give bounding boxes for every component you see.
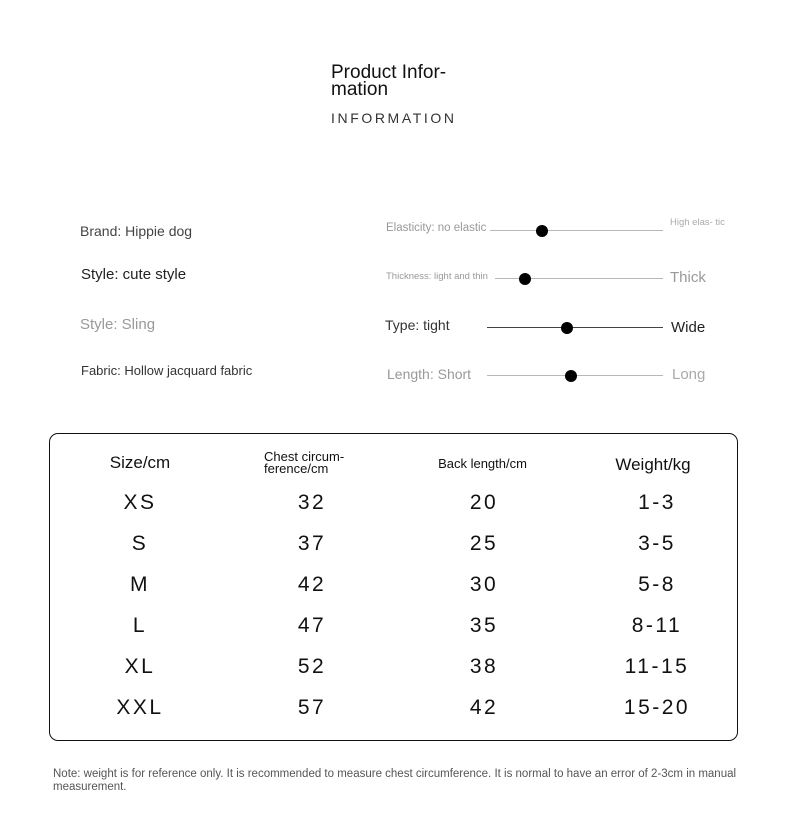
brand-attribute: Brand: Hippie dog [80, 223, 193, 239]
back-length-column-header: Back length/cm [438, 456, 527, 471]
type-marker [561, 322, 573, 334]
chest-cell: 52 [297, 655, 327, 678]
length-label: Length: Short [387, 366, 472, 382]
thickness-max-label: Thick [670, 269, 706, 286]
weight-cell: 15-20 [623, 696, 691, 719]
type-max-label: Wide [671, 319, 706, 336]
style-attribute: Style: cute style [81, 266, 187, 283]
back-length-cell: 20 [469, 491, 499, 514]
table-row [60, 696, 720, 728]
elasticity-marker [536, 225, 548, 237]
chest-column-header: Chest circum- ference/cm [264, 449, 345, 476]
table-row [60, 655, 720, 687]
measurement-note: Note: weight is for reference only. It is recommended to measure chest circumference. It is normal to have an error of 2-3cm in manual measurement. [53, 768, 737, 793]
weight-cell: 8-11 [631, 614, 683, 637]
table-row [60, 573, 720, 605]
type-track [487, 327, 663, 328]
back-length-cell: 35 [469, 614, 499, 637]
table-row [60, 491, 720, 523]
chest-cell: 57 [297, 696, 327, 719]
size-cell: M [130, 573, 150, 596]
weight-cell: 1-3 [638, 491, 676, 514]
elasticity-max-label: High elas- tic [670, 217, 725, 228]
elasticity-label: Elasticity: no elastic [386, 222, 487, 234]
size-cell: XL [124, 655, 156, 678]
back-length-cell: 42 [469, 696, 499, 719]
table-row [60, 532, 720, 564]
chest-cell: 32 [297, 491, 327, 514]
size-cell: XS [123, 491, 157, 514]
page-subtitle: INFORMATION [331, 110, 457, 126]
size-cell: XXL [116, 696, 164, 719]
chest-cell: 37 [297, 532, 327, 555]
size-cell: L [132, 614, 148, 637]
table-row [60, 614, 720, 646]
chest-cell: 42 [297, 573, 327, 596]
weight-cell: 5-8 [638, 573, 676, 596]
page-title: Product Infor- mation [331, 62, 447, 100]
type-label: Type: tight [385, 317, 450, 333]
back-length-cell: 30 [469, 573, 499, 596]
size-cell: S [131, 532, 149, 555]
length-marker [565, 370, 577, 382]
weight-cell: 3-5 [638, 532, 676, 555]
thickness-label: Thickness: light and thin [386, 271, 488, 282]
size-column-header: Size/cm [109, 453, 171, 472]
thickness-marker [519, 273, 531, 285]
weight-cell: 11-15 [624, 655, 690, 678]
weight-column-header: Weight/kg [615, 455, 691, 474]
back-length-cell: 38 [469, 655, 499, 678]
elasticity-track [490, 230, 663, 231]
chest-cell: 47 [297, 614, 327, 637]
fabric-attribute: Fabric: Hollow jacquard fabric [81, 363, 253, 378]
style-sling-attribute: Style: Sling [80, 316, 156, 333]
length-max-label: Long [672, 366, 706, 383]
back-length-cell: 25 [469, 532, 499, 555]
